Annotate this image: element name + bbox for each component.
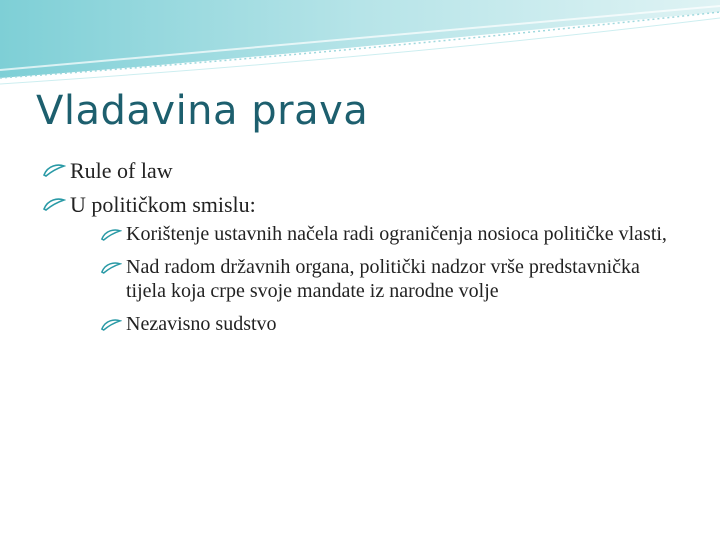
slide-title: Vladavina prava [36,88,369,134]
header-decoration [0,0,720,90]
sub-bullet-text: Nad radom državnih organa, politički nadzor vrše predstavnička tijela koja crpe svoje mandate iz narodne volje [126,255,640,302]
leaf-icon [100,318,122,331]
sub-bullet-text: Korištenje ustavnih načela radi ograničenja nosioca političke vlasti, [126,223,667,245]
sub-bullet-item [100,255,682,304]
bullet-item [42,154,682,188]
bullet-text: Rule of law [70,158,173,183]
sub-bullet-text: Nezavisno sudstvo [126,312,277,335]
sub-bullet-item [100,312,682,337]
leaf-icon [42,163,66,177]
sub-bullet-item [100,222,682,247]
leaf-icon [100,228,122,241]
leaf-icon [100,261,122,274]
leaf-icon [42,197,66,211]
bullet-text: U političkom smislu: [70,192,256,217]
bullet-item [42,188,682,336]
bullet-list [42,154,682,344]
sub-bullet-list [70,222,682,336]
